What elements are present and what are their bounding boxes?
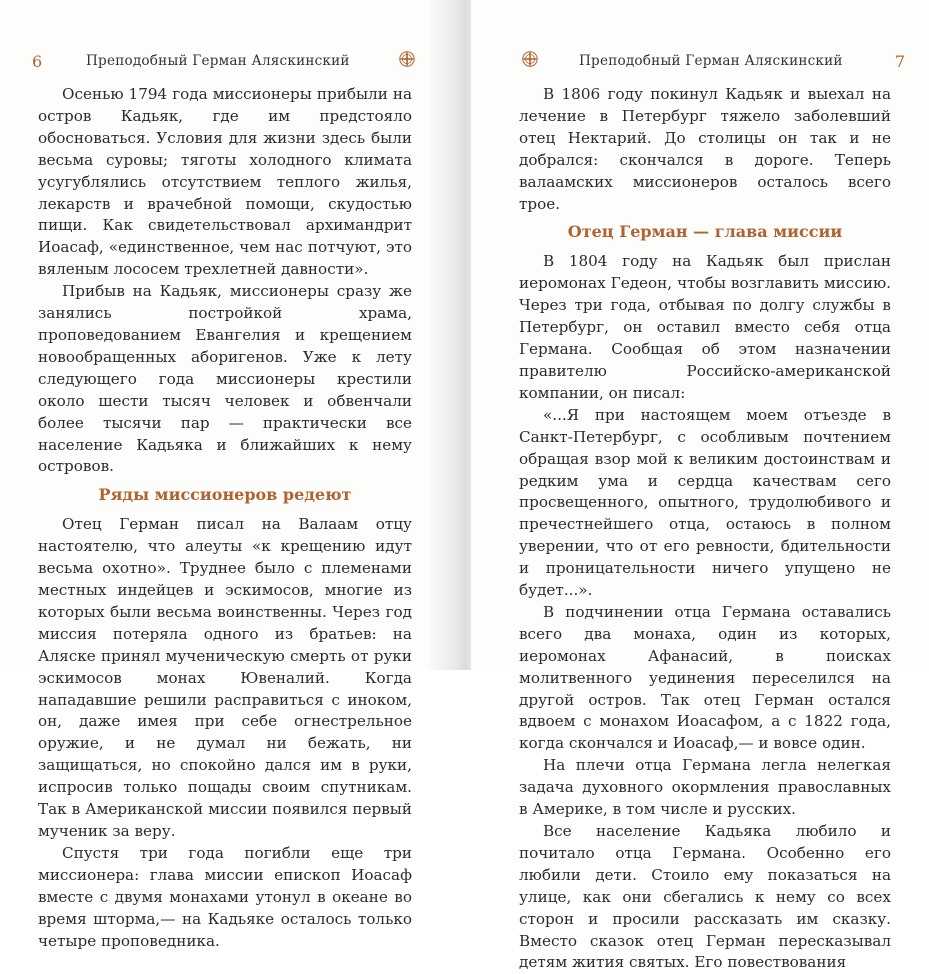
running-head: Преподобный Герман Аляскинский	[579, 53, 843, 69]
page-number: 7	[894, 52, 905, 71]
right-page	[471, 0, 929, 972]
paragraph: Спустя три года погибли еще три миссионера: глава миссии епископ Иоасаф вместе с двумя монахами утонул в океане во время шторма,— на Кадьяке осталось только четыре проповедника.	[38, 843, 412, 950]
quote-paragraph: «...Я при настоящем моем отъезде в Санкт-Петербург, с особливым почтением обращая взор мой к великим достоинствам и редким ума и сердца качествам сего просвещенного, опытного, трудолюбивого и пречестнейшего отца, остаюсь в полном уверении, что от его ревности, бдительности и проницательности ничего упущено не будет...».	[519, 405, 891, 600]
cross-ornament-icon	[521, 50, 539, 68]
paragraph: Прибыв на Кадьяк, миссионеры сразу же занялись постройкой храма, проповедованием Евангелия и крещением новообращенных аборигенов. Уже к лету следующего года миссионеры крестили около шести тысяч человек и обвенчали более тысячи пар — практически все население Кадьяка и ближайших к нему островов.	[38, 282, 412, 476]
right-page-body	[519, 84, 891, 974]
paragraph: На плечи отца Германа легла нелегкая задача духовного окормления православных в Америке, в том числе и русских.	[519, 756, 891, 819]
section-heading: Отец Герман — глава миссии	[567, 222, 843, 242]
paragraph: В 1806 году покинул Кадьяк и выехал на лечение в Петербург тяжело заболевший отец Нектарий. До столицы он так и не добрался: скончался в дороге. Теперь валаамских миссионеров осталось всего трое.	[519, 85, 891, 213]
paragraph: Отец Герман писал на Валаам отцу настоятелю, что алеуты «к крещению идут весьма охотно». Труднее было с племенами местных индейцев и эскимосов, многие из которых были весьма воинственны. Через год миссия потеряла одного из братьев: на Аляске принял мученическую смерть от руки эскимосов монах Ювеналий. Когда нападавшие решили расправиться с иноком, он, даже имея при себе огнестрельное оружие, и не думал ни бежать, ни защищаться, но спокойно дался им в руки, испросив только пощады своим спутникам. Так в Американской миссии появился первый мученик за веру.	[38, 515, 412, 840]
left-page	[0, 0, 458, 950]
paragraph: В подчинении отца Германа оставались всего два монаха, один из которых, иеромонах Афанасий, в поисках молитвенного уединения переселился на другой остров. Так отец Герман остался вдвоем с монахом Иоасафом, а с 1822 года, когда скончался и Иоасаф,— и вовсе один.	[519, 602, 891, 753]
section-heading: Ряды миссионеров редеют	[98, 485, 352, 505]
cross-ornament-icon	[398, 50, 416, 68]
left-page-header	[30, 50, 418, 74]
paragraph: Все население Кадьяка любило и почитало отца Германа. Особенно его любили дети. Стоило ему показаться на улице, как они сбегались к нему со всех сторон и просили рассказать им сказку. Вместо сказок отец Герман пересказывал детям жития святых. Его повествования	[519, 822, 891, 972]
left-page-body	[38, 84, 412, 952]
right-page-header	[513, 50, 905, 74]
page-number: 6	[32, 52, 43, 71]
paragraph: Осенью 1794 года миссионеры прибыли на остров Кадьяк, где им предстояло обосноваться. Условия для жизни здесь были весьма суровы; тяготы холодного климата усугублялись отсутствием теплого жилья, лекарств и врачебной помощи, скудостью пищи. Как свидетельствовал архимандрит Иоасаф, «единственное, чем нас потчуют, это вяленым лососем трехлетней давности».	[38, 85, 412, 279]
paragraph: В 1804 году на Кадьяк был прислан иеромонах Гедеон, чтобы возглавить миссию. Через три года, отбывая по долгу службы в Петербург, он оставил вместо себя отца Германа. Сообщая об этом назначении правителю Российско-американской компании, он писал:	[519, 252, 891, 402]
running-head: Преподобный Герман Аляскинский	[86, 53, 350, 69]
